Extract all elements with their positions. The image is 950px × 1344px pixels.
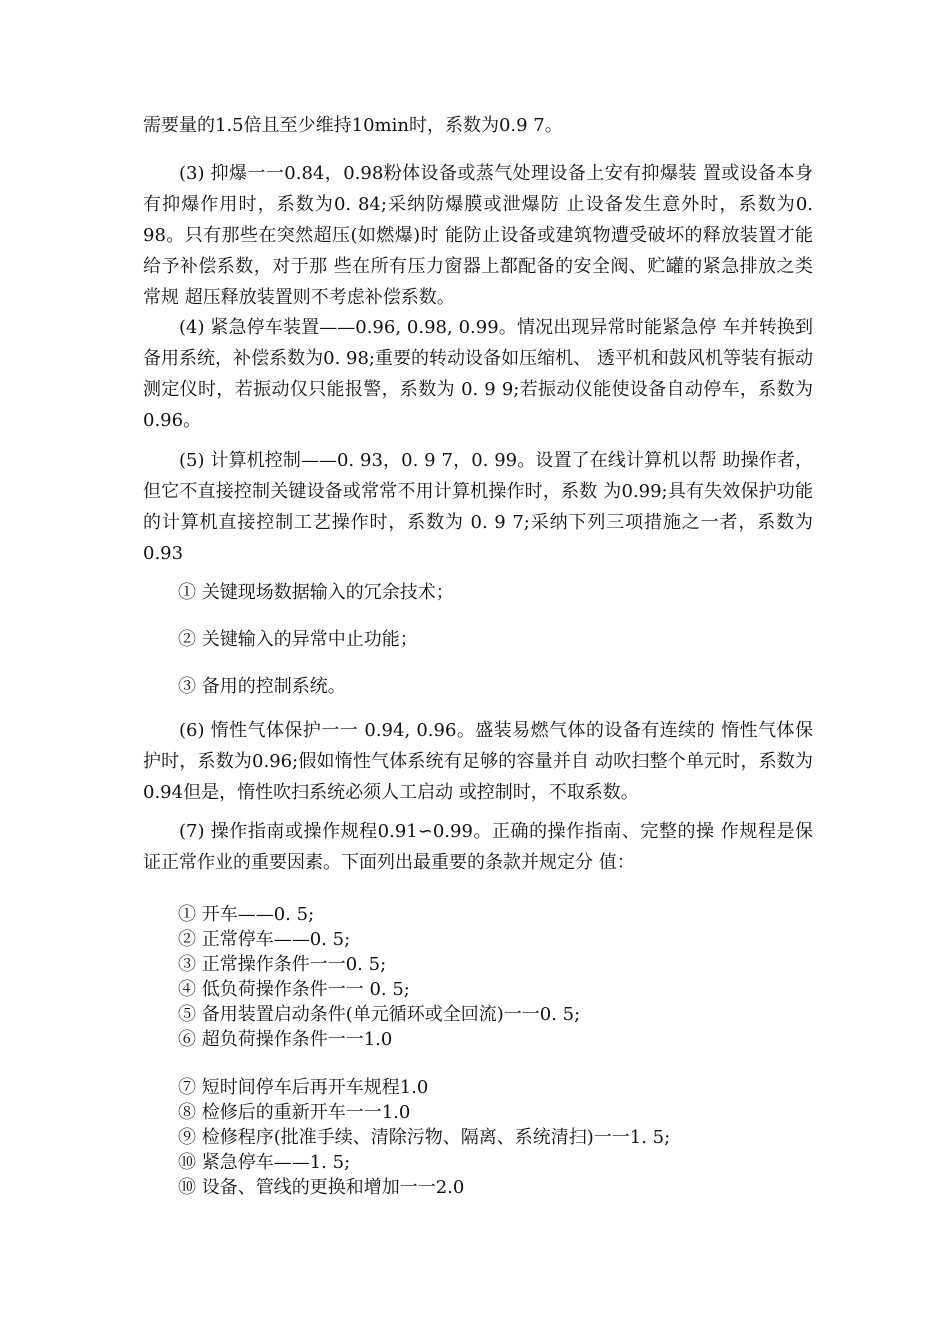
list-item: ② 正常停车——0. 5; (178, 929, 351, 950)
list-item: ⑩ 设备、管线的更换和增加一一2.0 (178, 1177, 465, 1198)
list-item: ⑤ 备用装置启动条件(单元循环或全回流)一一0. 5; (178, 1004, 581, 1025)
paragraph-explosion-suppression: (3) 抑爆一一0.84，0.98粉体设备或蒸气处理设备上安有抑爆装 置或设备本身有抑爆作用时，系数为0. 84;采纳防爆膜或泄爆防 止设备发生意外时，系数为0. 98。只有那些在突然超压(如燃爆)时 能防止设备或建筑物遭受破坏的释放装置才能给予补偿系数，对于那 些在所有压力窗器上都配备的安全阀、贮罐的紧急排放之类常规 超压释放装置则不考虑补偿系数。 (143, 163, 813, 308)
list-item: ③ 正常操作条件一一0. 5; (178, 954, 387, 975)
list-item: ② 关键输入的异常中止功能； (178, 629, 418, 650)
list-item: ⑧ 检修后的重新开车一一1.0 (178, 1102, 411, 1123)
paragraph-continuation: 需要量的1.5倍且至少维持10min时，系数为0.9 7。 (143, 115, 563, 136)
paragraph-inert-gas: (6) 惰性气体保护一一 0.94, 0.96。盛装易燃气体的设备有连续的 惰性气体保护时，系数为0.96;假如惰性气体系统有足够的容量并自 动吹扫整个单元时，系数为0.94但是，惰性吹扫系统必须人工启动 或控制时，不取系数。 (143, 720, 813, 803)
list-item: ④ 低负荷操作条件一一 0. 5; (178, 979, 410, 1000)
list-item: ③ 备用的控制系统。 (178, 676, 346, 697)
paragraph-computer-control: (5) 计算机控制——0. 93，0. 9 7，0. 99。设置了在线计算机以帮 助操作者，但它不直接控制关键设备或常常不用计算机操作时，系数 为0.99;具有失效保护功能的计算机直接控制工艺操作时，系数为 0. 9 7;采纳下列三项措施之一者，系数为0.93 (143, 450, 813, 564)
list-item: ⑨ 检修程序(批准手续、清除污物、隔离、系统清扫)一一1. 5; (178, 1127, 671, 1148)
list-item: ⑦ 短时间停车后再开车规程1.0 (178, 1077, 429, 1098)
list-item: ⑩ 紧急停车——1. 5; (178, 1152, 351, 1173)
list-item: ⑥ 超负荷操作条件一一1.0 (178, 1029, 393, 1050)
list-item: ① 关键现场数据输入的冗余技术； (178, 582, 454, 603)
list-item: ① 开车——0. 5; (178, 904, 315, 925)
paragraph-operating-procedures: (7) 操作指南或操作规程0.91∽0.99。正确的操作指南、完整的操 作规程是保证正常作业的重要因素。下面列出最重要的条款并规定分 值： (143, 821, 813, 873)
paragraph-emergency-shutdown: (4) 紧急停车装置——0.96, 0.98, 0.99。情况出现异常时能紧急停 车并转换到备用系统，补偿系数为0. 98;重要的转动设备如压缩机、 透平机和鼓风机等装有振动测定仪时，若振动仅只能报警，系数为 0. 9 9;若振动仪能使设备自动停车，系数为0.96。 (143, 317, 813, 431)
